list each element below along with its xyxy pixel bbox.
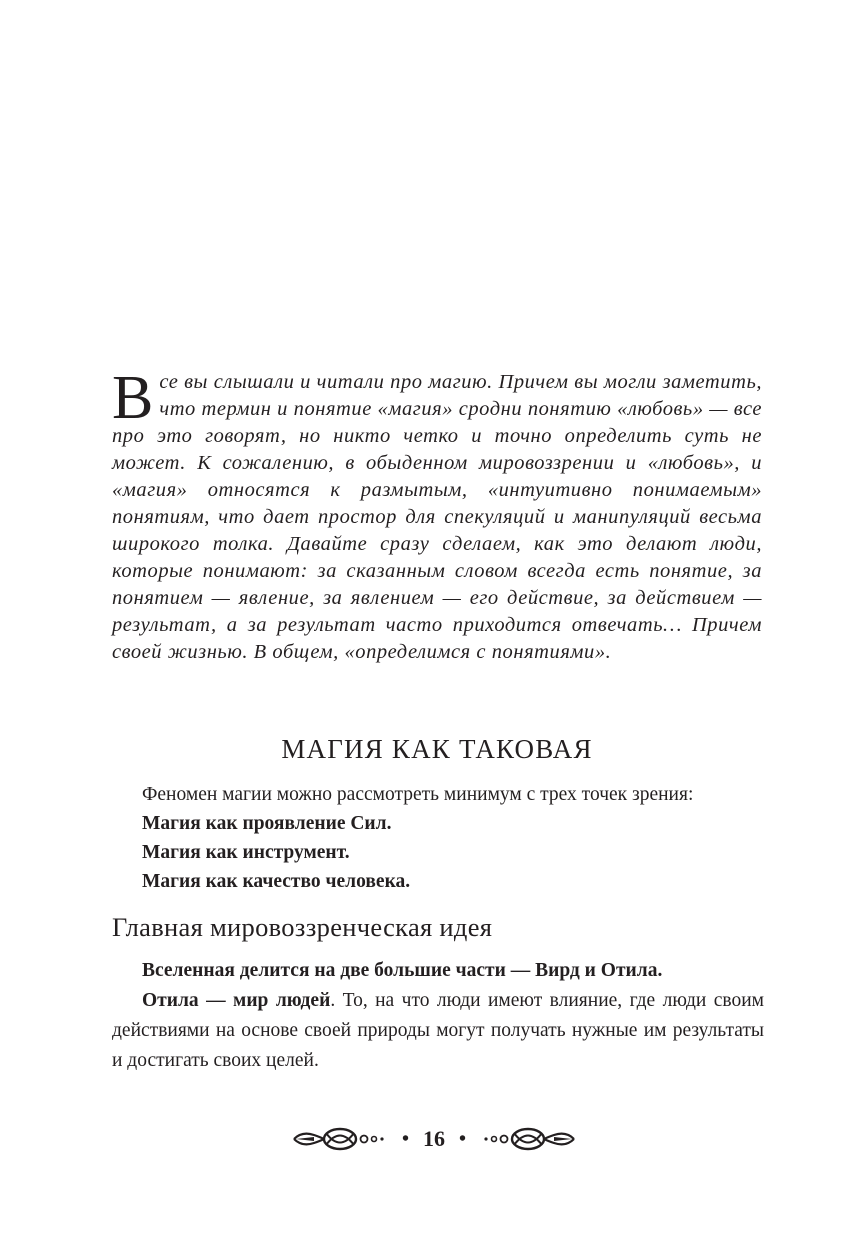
list-item: Магия как проявление Сил. [142,813,392,834]
separator-dot: • [401,1127,409,1150]
intro-paragraph [112,364,762,666]
section-title: МАГИЯ КАК ТАКОВАЯ [281,734,593,764]
separator-dot: • [459,1127,467,1150]
section-lead: Феномен магии можно рассмотреть минимум с трех точек зрения: [142,784,694,805]
body-paragraph-2-bold: Отила — мир людей [142,990,331,1011]
drop-cap: В [112,364,154,432]
subsection-body [112,956,764,1076]
right-flourish-icon [480,1122,576,1156]
list-item: Магия как инструмент. [142,842,350,863]
page-number: 16 [423,1126,445,1151]
subsection-title: Главная мировоззренческая идея [112,912,493,942]
body-paragraph-1: Вселенная делится на две большие части — Вирд и Отила. [142,960,663,981]
body-paragraph-2-text: . То, на что люди имеют влияние, где люди своим действиями на основе своей природы могут получать нужные им результаты и достигать своих целей. [112,990,764,1071]
body-paragraph-2 [112,986,764,1076]
page-footer [284,1114,584,1164]
intro-text: се вы слышали и читали про магию. Причем вы могли заметить, что термин и понятие «магия» сродни понятию «любовь» — все про это говорят, но никто четко и точно определить суть не может. К сожалению, в обыденном мировоззрении и «любовь», и «магия» относятся к размытым, «интуитивно понимаемым» понятиям, что дает простор для спекуляций и манипуляций весьма широкого толка. Давайте сразу сделаем, как это делают люди, которые понимают: за сказанным словом всегда есть понятие, за понятием — явление, за явлением — его действие, за действием — результат, а за результат часто приходится отвечать… Причем своей жизнью. В общем, «определимся с понятиями». [112,371,762,663]
left-flourish-icon [292,1122,388,1156]
list-item: Магия как качество человека. [142,871,411,892]
magic-aspects-list [142,809,410,896]
